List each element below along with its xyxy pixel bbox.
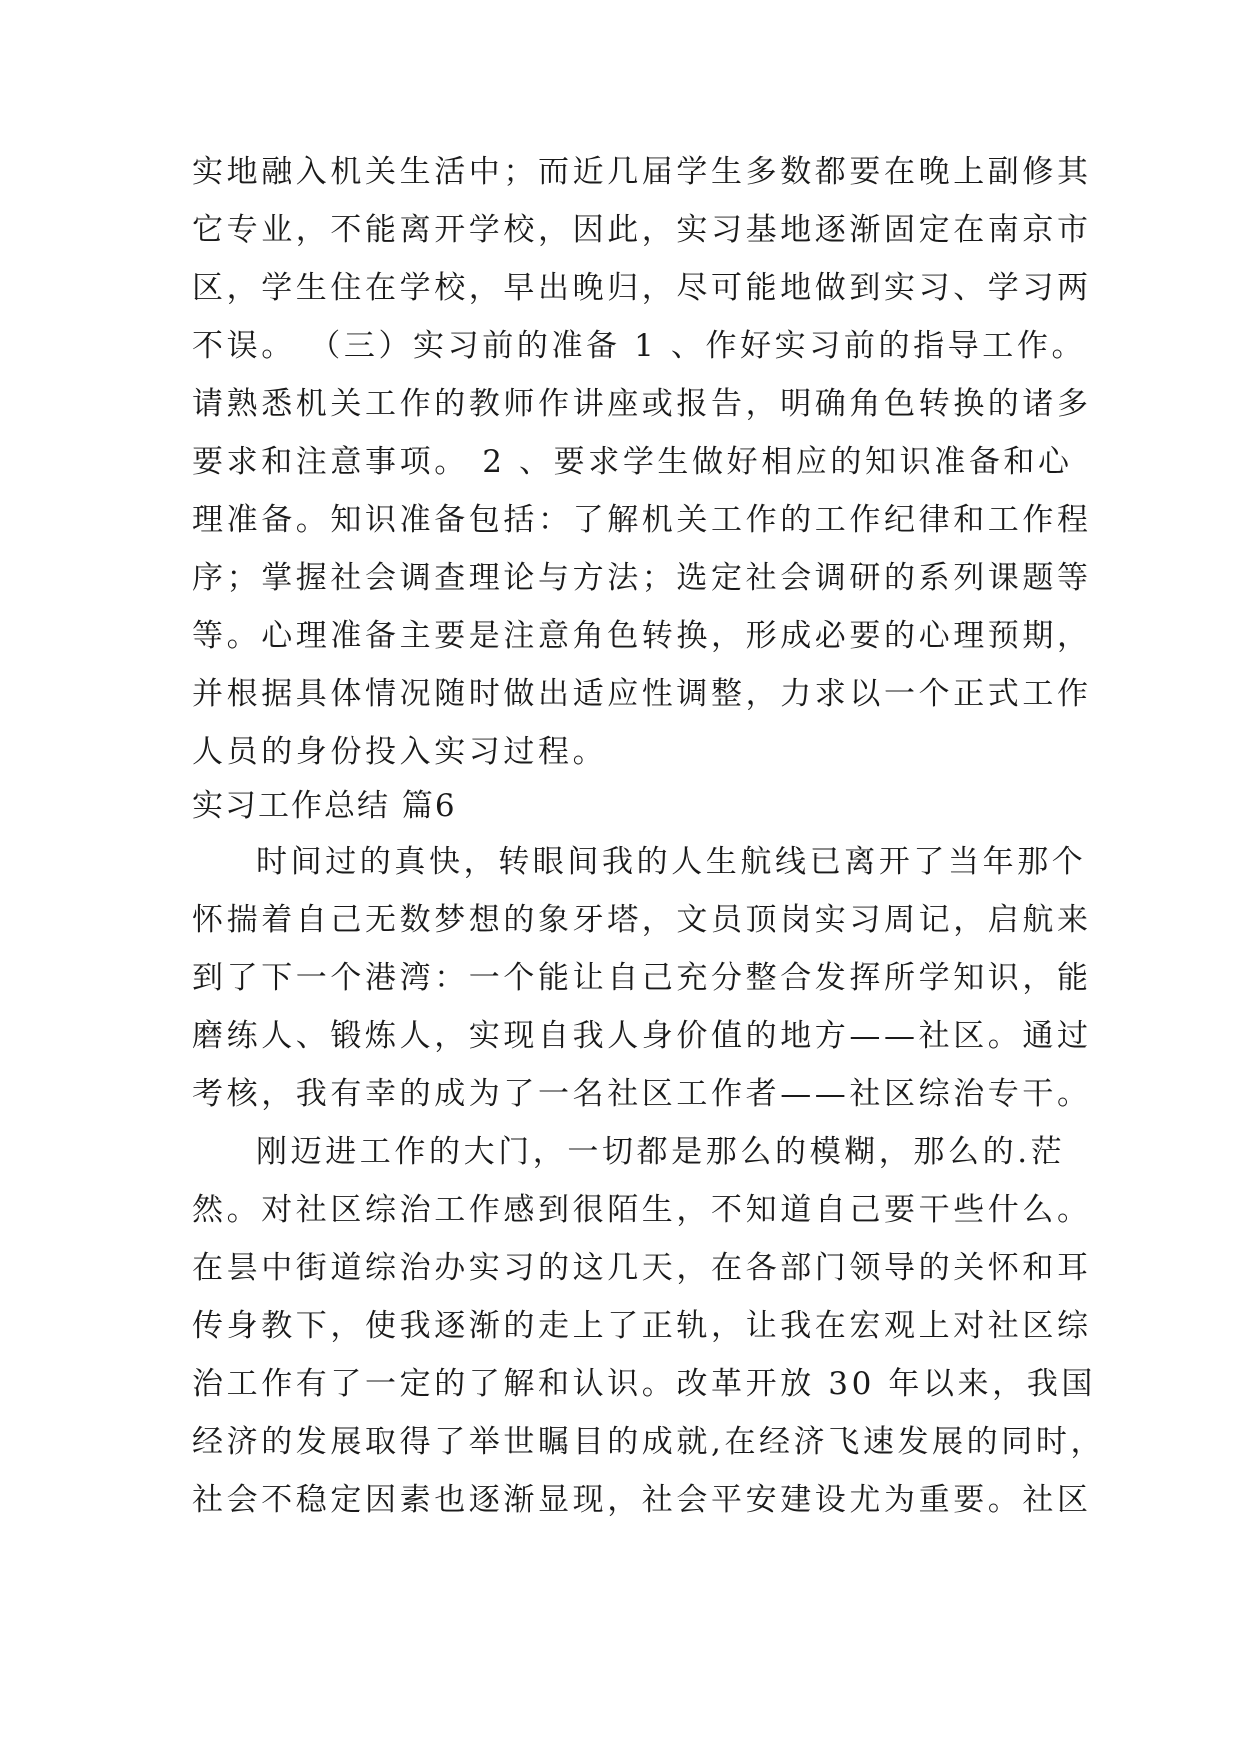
- paragraph-line: 并根据具体情况随时做出适应性调整，力求以一个正式工作: [192, 676, 1092, 712]
- paragraph-line: 等。心理准备主要是注意角色转换，形成必要的心理预期，: [192, 618, 1092, 654]
- paragraph-line: 经济的发展取得了举世瞩目的成就,在经济飞速发展的同时，: [192, 1424, 1106, 1460]
- paragraph-line: 传身教下，使我逐渐的走上了正轨，让我在宏观上对社区综: [192, 1308, 1092, 1344]
- paragraph-line: 到了下一个港湾：一个能让自己充分整合发挥所学知识，能: [192, 960, 1092, 996]
- paragraph-line: 考核，我有幸的成为了一名社区工作者——社区综治专干。: [192, 1076, 1092, 1112]
- paragraph-line: 磨练人、锻炼人，实现自我人身价值的地方——社区。通过: [192, 1018, 1092, 1054]
- section-heading: 实习工作总结 篇6: [192, 788, 457, 824]
- paragraph-line: 区，学生住在学校，早出晚归，尽可能地做到实习、学习两: [192, 270, 1092, 306]
- paragraph-line: 它专业，不能离开学校，因此，实习基地逐渐固定在南京市: [192, 212, 1092, 248]
- paragraph-line: 然。对社区综治工作感到很陌生，不知道自己要干些什么。: [192, 1192, 1092, 1228]
- paragraph-line: 请熟悉机关工作的教师作讲座或报告，明确角色转换的诸多: [192, 386, 1092, 422]
- paragraph-line: 理准备。知识准备包括：了解机关工作的工作纪律和工作程: [192, 502, 1092, 538]
- paragraph-line: 不误。 （三）实习前的准备 1 、作好实习前的指导工作。: [192, 328, 1087, 364]
- paragraph-line: 人员的身份投入实习过程。: [192, 734, 608, 770]
- paragraph-line: 时间过的真快，转眼间我的人生航线已离开了当年那个: [256, 844, 1087, 880]
- paragraph-line: 怀揣着自己无数梦想的象牙塔，文员顶岗实习周记，启航来: [192, 902, 1092, 938]
- paragraph-line: 治工作有了一定的了解和认识。改革开放 30 年以来，我国: [192, 1366, 1096, 1402]
- paragraph-line: 刚迈进工作的大门，一切都是那么的模糊，那么的.茫: [256, 1134, 1066, 1170]
- paragraph-line: 要求和注意事项。 2 、要求学生做好相应的知识准备和心: [192, 444, 1073, 480]
- paragraph-line: 实地融入机关生活中；而近几届学生多数都要在晚上副修其: [192, 154, 1092, 190]
- paragraph-line: 在昙中街道综治办实习的这几天，在各部门领导的关怀和耳: [192, 1250, 1092, 1286]
- paragraph-line: 社会不稳定因素也逐渐显现，社会平安建设尤为重要。社区: [192, 1482, 1092, 1518]
- paragraph-line: 序；掌握社会调查理论与方法；选定社会调研的系列课题等: [192, 560, 1092, 596]
